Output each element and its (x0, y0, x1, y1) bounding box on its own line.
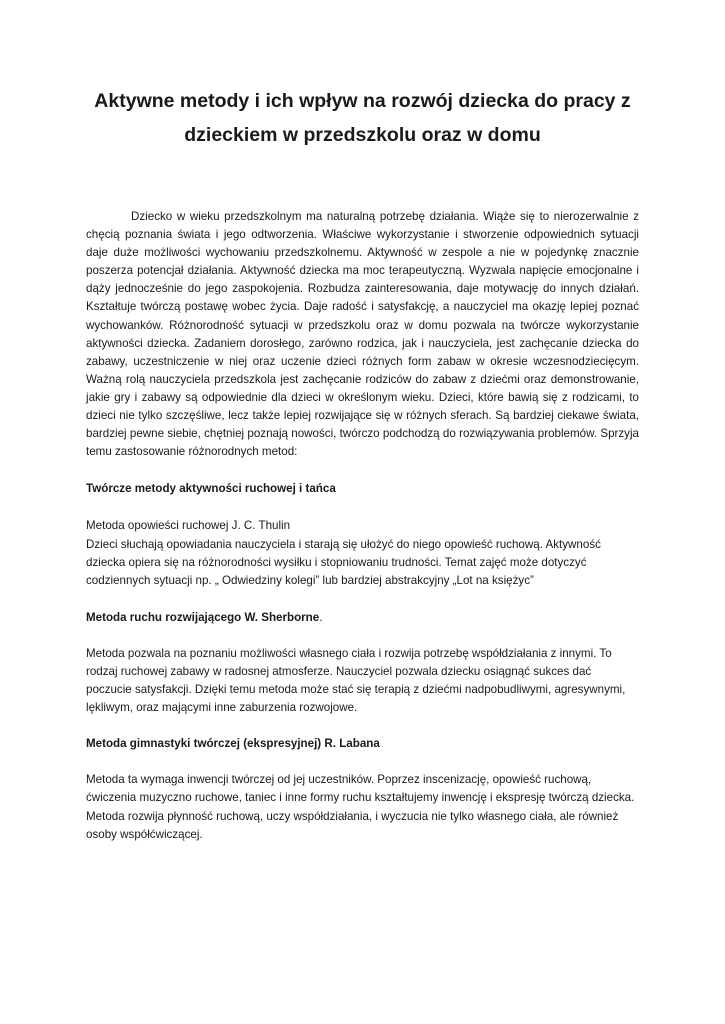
document-body (86, 208, 639, 844)
method-sherborne-heading: Metoda ruchu rozwijającego W. Sherborne (86, 610, 320, 624)
method-thulin-name: Metoda opowieści ruchowej J. C. Thulin (86, 519, 291, 533)
document-title: Aktywne metody i ich wpływ na rozwój dziecka do pracy z dzieckiem w przedszkolu oraz w domu (94, 90, 631, 146)
method-sherborne-paragraph: Metoda pozwala na poznaniu możliwości własnego ciała i rozwija potrzebę współdziałania z innymi. To rodzaj ruchowej zabawy w radosnej atmosferze. Nauczyciel pozwala dziecku osiągnąć sukces dać poczucie satysfakcji. Dzięki temu metoda może stać się terapią z dziećmi nadpobudliwymi, agresywnymi, lękliwym, oraz mającymi inne zaburzenia rozwojowe. (86, 646, 626, 715)
method-laban-heading: Metoda gimnastyki twórczej (ekspresyjnej) R. Labana (86, 737, 380, 751)
intro-paragraph: Dziecko w wieku przedszkolnym ma naturalną potrzebę działania. Wiąże się to nierozerwalnie z chęcią poznania świata i jego odtworzenia. Właściwe wykorzystanie i stworzenie odpowiednich sytuacji daje duże możliwości wychowaniu przedszkolnemu. Aktywność w zespole a nie w pojedynkę znacznie poszerza potencjał działania. Aktywność dziecka ma moc terapeutyczną. Wyzwala napięcie emocjonalne i dąży jednocześnie do jego zaspokojenia. Rozbudza zainteresowania, daje motywację do innych działań. Kształtuje twórczą postawę wobec życia. Daje radość i satysfakcję, a nauczyciel ma okazję lepiej poznać wychowanków. Różnorodność sytuacji w przedszkolu oraz w domu pozwala na twórcze wykorzystanie aktywności dziecka. Zadaniem dorosłego, zarówno rodzica, jak i nauczyciela, jest zachęcanie dziecka do zabawy, uczestniczenie w niej oraz uczenie dzieci różnych form zabaw w okresie wczesnodziecięcym. Ważną rolą nauczyciela przedszkola jest zachęcanie rodziców do zabaw z dziećmi oraz demonstrowanie, jakie gry i zabawy są odpowiednie dla dzieci w określonym wieku. Dzieci, które bawią się z rodzicami, to dzieci nie tylko szczęśliwe, lecz także lepiej rozwijające się w różnych sferach. Są bardziej ciekawe świata, bardziej pewne siebie, chętniej poznają nowości, twórczo podchodzą do rozwiązywania problemów. Sprzyja temu zastosowanie różnorodnych metod: (86, 210, 639, 459)
method-laban-paragraph: Metoda ta wymaga inwencji twórczej od jej uczestników. Poprzez inscenizację, opowieść ruchową, ćwiczenia muzyczno ruchowe, taniec i inne formy ruchu kształtujemy inwencję i ekspresję twórczą dziecka. Metoda rozwija płynność ruchową, uczy współdziałania, i wyczucia nie tylko własnego ciała, ale również osoby współćwiczącej. (86, 773, 635, 841)
method-sherborne-heading-line (86, 609, 639, 627)
method-thulin-paragraph: Dzieci słuchają opowiadania nauczyciela i starają się ułożyć do niego opowieść ruchową. Aktywność dziecka opiera się na różnorodności wysiłku i stopniowaniu trudności. Temat zajęć może dotyczyć codziennych sytuacji np. „ Odwiedziny kolegi” lub bardziej abstrakcyjny „Lot na księżyc” (86, 537, 601, 587)
section-heading-creative-methods: Twórcze metody aktywności ruchowej i tańca (86, 482, 336, 496)
method-sherborne-heading-period: . (319, 610, 323, 624)
